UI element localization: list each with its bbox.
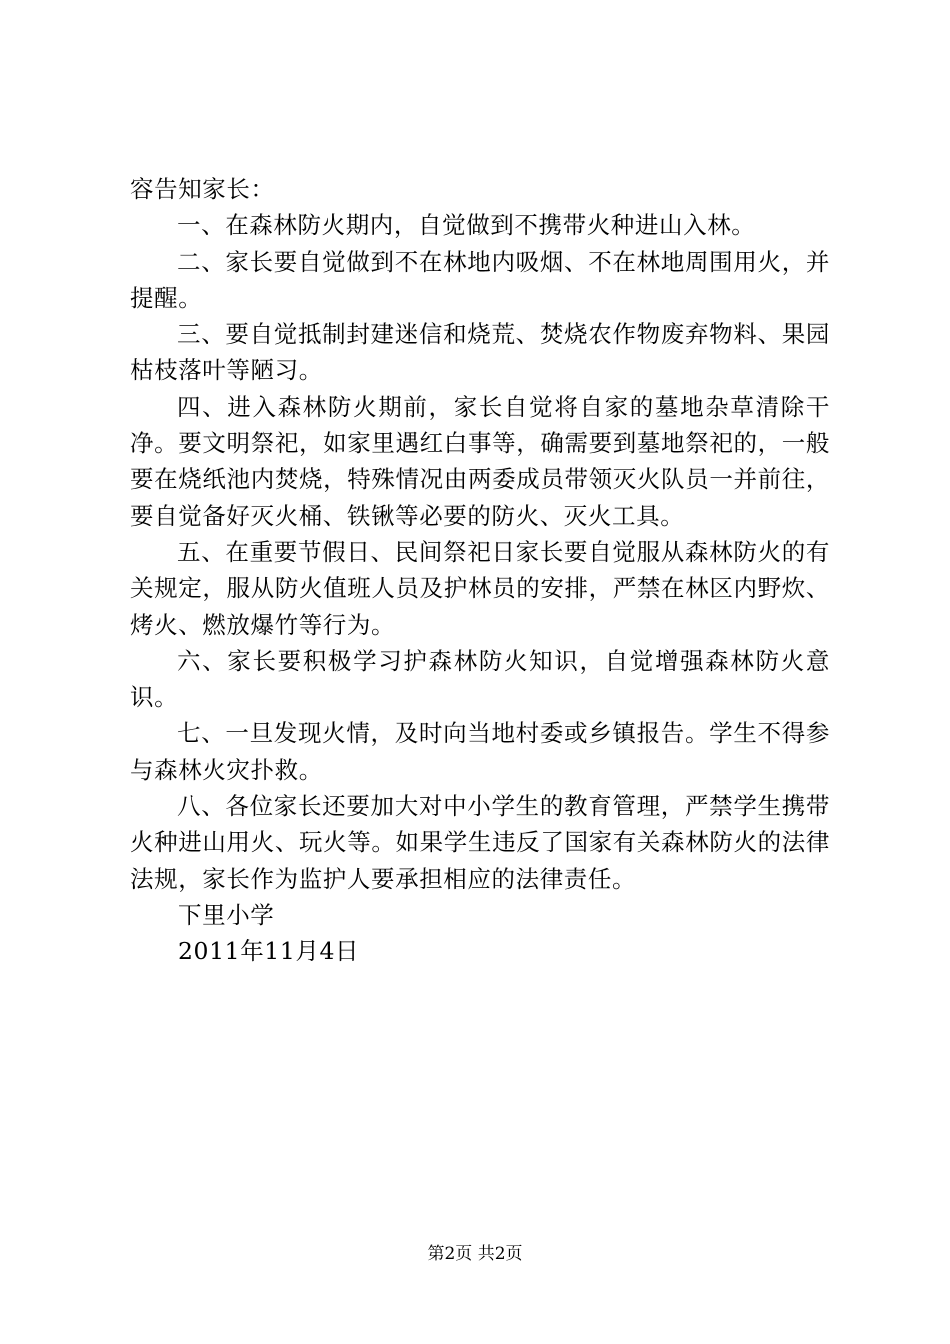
- date: 2011年11月4日: [178, 937, 360, 966]
- document-body: [130, 171, 830, 970]
- item-8: 八、各位家长还要加大对中小学生的教育管理，严禁学生携带火种进山用火、玩火等。如果学生违反了国家有关森林防火的法律法规，家长作为监护人要承担相应的法律责任。: [130, 792, 830, 893]
- item-3: 三、要自觉抵制封建迷信和烧荒、焚烧农作物废弃物料、果园枯枝落叶等陋习。: [130, 320, 830, 385]
- signature: 下里小学: [178, 900, 275, 929]
- item-4: 四、进入森林防火期前，家长自觉将自家的墓地杂草清除干净。要文明祭祀，如家里遇红白事等，确需要到墓地祭祀的，一般要在烧纸池内焚烧，特殊情况由两委成员带领灭火队员一并前往，要自觉备好灭火桶、铁锹等必要的防火、灭火工具。: [130, 392, 830, 530]
- page-number: 第2页 共2页: [427, 1244, 523, 1264]
- lead-line: 容告知家长：: [130, 175, 275, 203]
- page-footer: [0, 1242, 950, 1266]
- item-1: 一、在森林防火期内，自觉做到不携带火种进山入林。: [177, 211, 756, 240]
- item-5: 五、在重要节假日、民间祭祀日家长要自觉服从森林防火的有关规定，服从防火值班人员及护林员的安排，严禁在林区内野炊、烤火、燃放爆竹等行为。: [130, 537, 830, 639]
- item-2: 二、家长要自觉做到不在林地内吸烟、不在林地周围用火，并提醒。: [130, 247, 830, 312]
- item-6: 六、家长要积极学习护森林防火知识，自觉增强森林防火意识。: [130, 646, 830, 712]
- item-7: 七、一旦发现火情，及时向当地村委或乡镇报告。学生不得参与森林火灾扑救。: [130, 719, 830, 784]
